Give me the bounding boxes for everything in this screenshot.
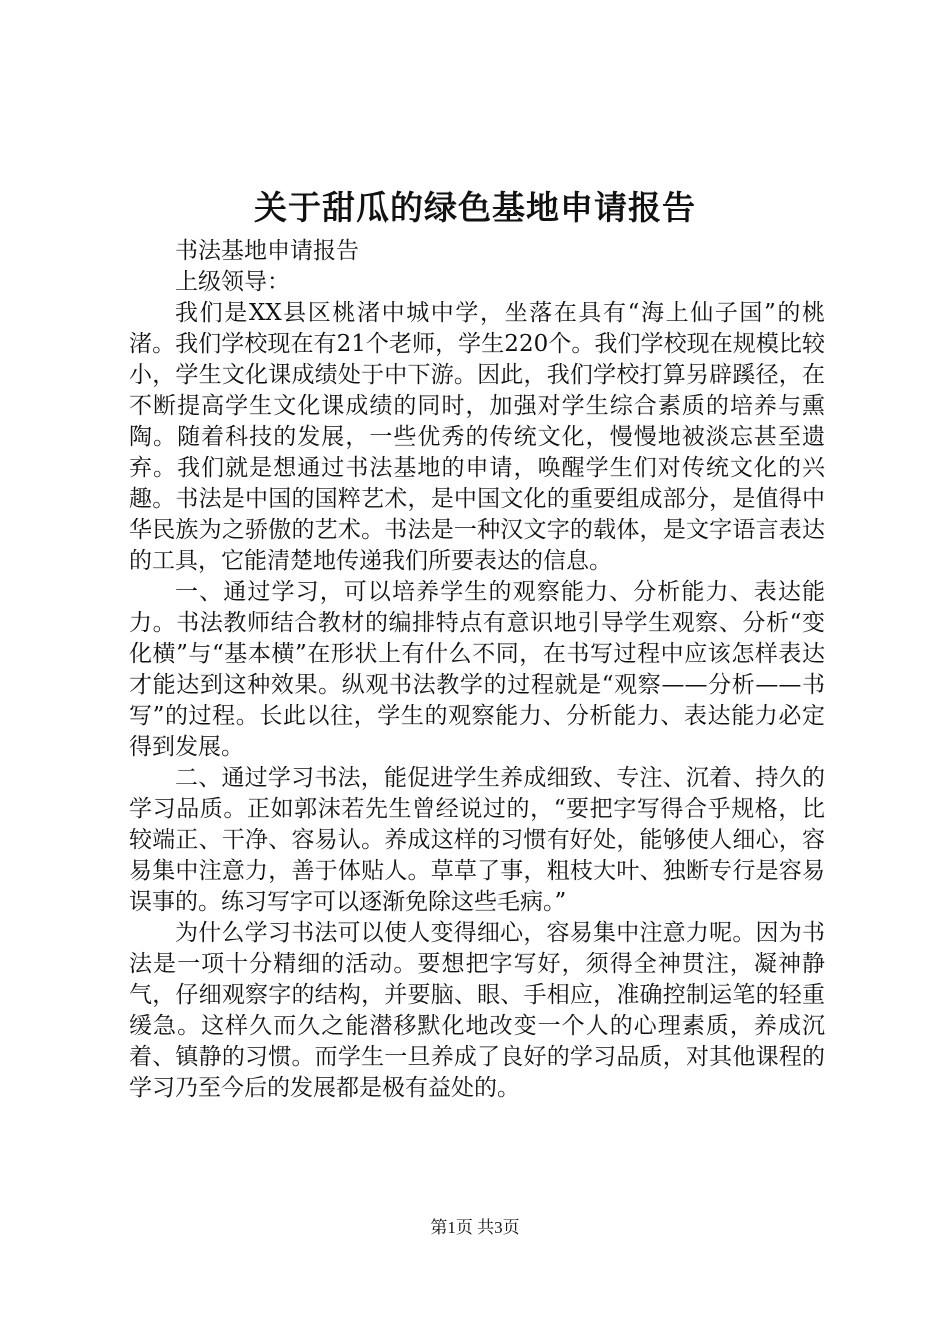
paragraph-intro: 我们是XX县区桃渚中城中学，坐落在具有“海上仙子国”的桃渚。我们学校现在有21个老师，学生220个。我们学校现在规模比较小，学生文化课成绩处于中下游。因此，我们学校打算另辟蹊径，在不断提高学生文化课成绩的同时，加强对学生综合素质的培养与熏陶。随着科技的发展，一些优秀的传统文化，慢慢地被淡忘甚至遗弃。我们就是想通过书法基地的申请，唤醒学生们对传统文化的兴趣。书法是中国的国粹艺术，是中国文化的重要组成部分，是值得中华民族为之骄傲的艺术。书法是一种汉文字的载体，是文字语言表达的工具，它能清楚地传递我们所要表达的信息。 — [129, 300, 825, 574]
document-body — [129, 236, 825, 1104]
paragraph-explanation: 为什么学习书法可以使人变得细心，容易集中注意力呢。因为书法是一项十分精细的活动。要想把字写好，须得全神贯注，凝神静气，仔细观察字的结构，并要脑、眼、手相应，准确控制运笔的轻重缓急。这样久而久之能潜移默化地改变一个人的心理素质，养成沉着、镇静的习惯。而学生一旦养成了良好的学习品质，对其他课程的学习乃至今后的发展都是极有益处的。 — [129, 920, 825, 1101]
document-subtitle: 书法基地申请报告 — [175, 238, 359, 264]
document-title: 关于甜瓜的绿色基地申请报告 — [254, 188, 696, 227]
page-number-footer: 第1页 共3页 — [430, 1218, 520, 1237]
paragraph-point-two: 二、通过学习书法，能促进学生养成细致、专注、沉着、持久的学习品质。正如郭沫若先生曾经说过的，“要把字写得合乎规格，比较端正、干净、容易认。养成这样的习惯有好处，能够使人细心，容易集中注意力，善于体贴人。草草了事，粗枝大叶、独断专行是容易误事的。练习写字可以逐渐免除这些毛病。” — [129, 765, 825, 915]
paragraph-point-one: 一、通过学习，可以培养学生的观察能力、分析能力、表达能力。书法教师结合教材的编排特点有意识地引导学生观察、分析“变化横”与“基本横”在形状上有什么不同，在书写过程中应该怎样表达才能达到这种效果。纵观书法教学的过程就是“观察——分析——书写”的过程。长此以往，学生的观察能力、分析能力、表达能力必定得到发展。 — [129, 579, 825, 760]
salutation: 上级领导： — [175, 269, 290, 295]
